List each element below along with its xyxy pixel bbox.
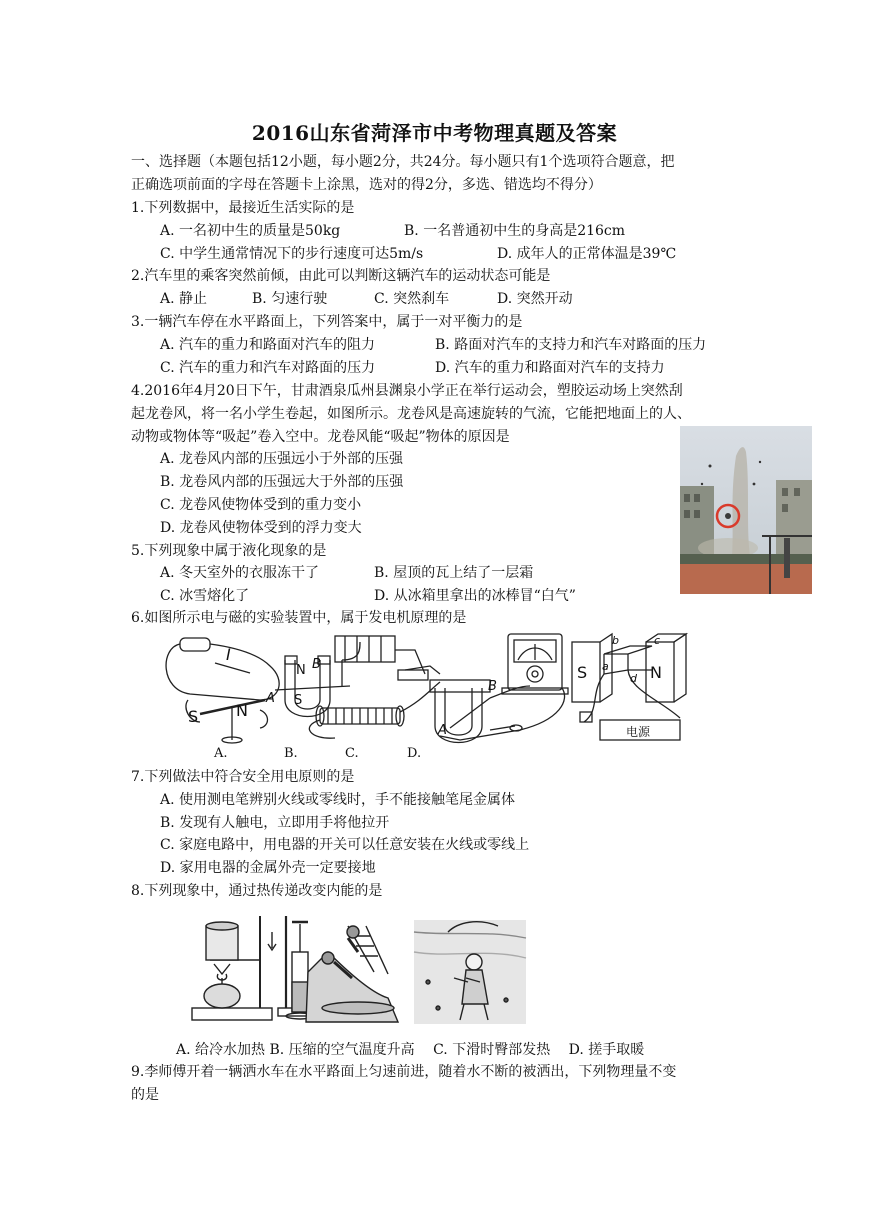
section-intro-line2: 正确选项前面的字母在答题卡上涂黑，选对的得2分，多选、错选均不得分）: [131, 177, 602, 193]
q6-caption-a: A.: [214, 746, 228, 761]
label-b-right: b: [612, 634, 619, 647]
label-n-pole-a: N: [236, 701, 248, 720]
q3-option-d: D. 汽车的重力和路面对汽车的支持力: [435, 360, 665, 376]
q3-stem: 3.一辆汽车停在水平路面上，下列答案中，属于一对平衡力的是: [131, 314, 523, 330]
label-a-point-b: A: [266, 691, 275, 706]
figure-d-generator: [430, 634, 568, 743]
q2-option-d: D. 突然开动: [497, 291, 573, 307]
q3-option-a: A. 汽车的重力和路面对汽车的阻力: [160, 337, 376, 353]
q6-caption-c: C.: [345, 746, 359, 761]
label-b-point-d: B: [488, 679, 497, 694]
q9-stem-line2: 的是: [131, 1087, 159, 1103]
label-n-pole-b: N: [296, 663, 306, 678]
figure-burner-beaker: [192, 916, 272, 1020]
figure-c-electromagnet: [309, 682, 440, 738]
figure-rub-hands: [414, 920, 526, 1024]
q7-stem: 7.下列做法中符合安全用电原则的是: [131, 769, 355, 785]
label-c-right: c: [654, 634, 661, 647]
q4-stem-line1: 4.2016年4月20日下午，甘肃酒泉瓜州县渊泉小学正在举行运动会，塑胶运动场上突然刮: [131, 383, 683, 399]
label-a-right: a: [602, 660, 609, 673]
electromagnetism-figure: [160, 630, 740, 745]
label-s-pole-right: S: [577, 663, 588, 682]
q4-stem-line2: 起龙卷风，将一名小学生卷起，如图所示。龙卷风是高速旋转的气流，它能把地面上的人、: [131, 406, 691, 422]
label-s-pole-b: S: [294, 693, 303, 708]
label-current-i: I: [226, 645, 231, 664]
q5-option-d: D. 从冰箱里拿出的冰棒冒“白气”: [374, 588, 576, 604]
label-a-point-d: A: [438, 723, 447, 738]
q7-option-c: C. 家庭电路中，用电器的开关可以任意安装在火线或零线上: [160, 837, 530, 853]
figure-slide: [306, 926, 398, 1022]
figure-a-oersted: [166, 638, 279, 743]
q5-option-b: B. 屋顶的瓦上结了一层霜: [374, 565, 534, 581]
q5-option-a: A. 冬天室外的衣服冻干了: [160, 565, 320, 581]
q4-option-a: A. 龙卷风内部的压强远小于外部的压强: [160, 451, 404, 467]
q7-option-d: D. 家用电器的金属外壳一定要接地: [160, 860, 376, 876]
q1-option-b: B. 一名普通初中生的身高是216cm: [404, 223, 626, 239]
q4-option-b: B. 龙卷风内部的压强远大于外部的压强: [160, 474, 404, 490]
q1-option-a: A. 一名初中生的质量是50kg: [160, 223, 341, 239]
q1-option-c: C. 中学生通常情况下的步行速度可达5m/s: [160, 246, 424, 262]
q5-option-c: C. 冰雪熔化了: [160, 588, 250, 604]
q2-option-a: A. 静止: [160, 291, 208, 307]
heat-transfer-figure: [188, 912, 528, 1032]
q7-option-b: B. 发现有人触电，立即用手将他拉开: [160, 815, 390, 831]
q2-stem: 2.汽车里的乘客突然前倾，由此可以判断这辆汽车的运动状态可能是: [131, 268, 551, 284]
label-s-pole-a: S: [188, 707, 199, 726]
label-power-supply: 电源: [626, 725, 651, 739]
label-d-right: d: [630, 672, 637, 685]
label-n-pole-right: N: [650, 663, 662, 682]
q3-option-b: B. 路面对汽车的支持力和汽车对路面的压力: [435, 337, 707, 353]
q8-stem: 8.下列现象中，通过热传递改变内能的是: [131, 883, 383, 899]
q5-stem: 5.下列现象中属于液化现象的是: [131, 543, 327, 559]
q1-option-d: D. 成年人的正常体温是39℃: [497, 246, 677, 262]
q1-stem: 1.下列数据中，最接近生活实际的是: [131, 200, 355, 216]
page-title: 2016山东省菏泽市中考物理真题及答案: [251, 121, 618, 145]
section-intro-line1: 一、选择题（本题包括12小题，每小题2分，共24分。每小题只有1个选项符合题意，把: [131, 154, 675, 170]
q6-caption-d: D.: [407, 746, 422, 761]
q7-option-a: A. 使用测电笔辨别火线或零线时，手不能接触笔尾金属体: [160, 792, 516, 808]
q4-option-c: C. 龙卷风使物体受到的重力变小: [160, 497, 362, 513]
q4-stem-line3: 动物或物体等“吸起”卷入空中。龙卷风能“吸起”物体的原因是: [131, 429, 510, 445]
q9-stem-line1: 9.李师傅开着一辆洒水车在水平路面上匀速前进，随着水不断的被洒出，下列物理量不变: [131, 1064, 677, 1080]
q2-option-c: C. 突然刹车: [374, 291, 450, 307]
label-b-point-b: B: [312, 657, 321, 672]
q6-stem: 6.如图所示电与磁的实验装置中，属于发电机原理的是: [131, 610, 467, 626]
q2-option-b: B. 匀速行驶: [252, 291, 328, 307]
q4-option-d: D. 龙卷风使物体受到的浮力变大: [160, 520, 362, 536]
q6-caption-b: B.: [284, 746, 298, 761]
q8-options: A. 给冷水加热 B. 压缩的空气温度升高 C. 下滑时臀部发热 D. 搓手取暖: [176, 1042, 645, 1058]
q3-option-c: C. 汽车的重力和汽车对路面的压力: [160, 360, 376, 376]
tornado-photo: [680, 426, 812, 594]
